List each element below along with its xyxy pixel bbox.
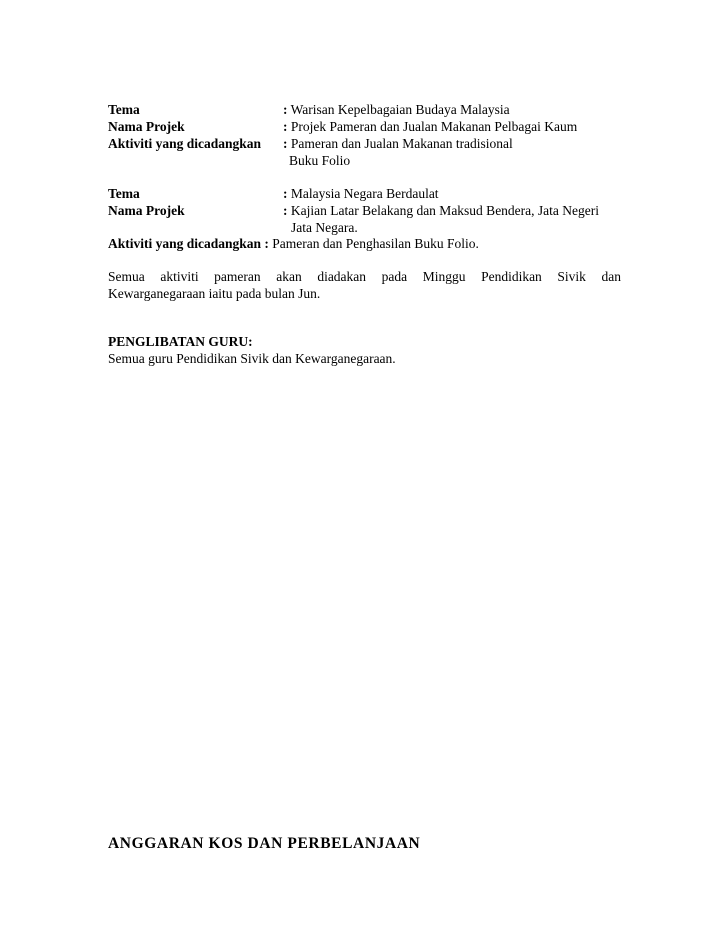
aktiviti-row-2 — [108, 235, 628, 252]
tema-label: Tema — [108, 102, 140, 117]
colon: : — [283, 203, 288, 218]
tema-value — [283, 101, 510, 118]
schedule-paragraph — [108, 268, 621, 302]
projek-value — [283, 118, 577, 135]
aktiviti-text: Pameran dan Jualan Makanan tradisional — [290, 136, 513, 151]
penglibatan-heading: PENGLIBATAN GURU: — [108, 334, 253, 349]
paragraph-line-2: Kewarganegaraan iaitu pada bulan Jun. — [108, 286, 321, 301]
colon: : — [283, 186, 288, 201]
tema-text: Warisan Kepelbagaian Budaya Malaysia — [290, 102, 510, 117]
tema-text: Malaysia Negara Berdaulat — [290, 186, 439, 201]
paragraph-line-1: Semua aktiviti pameran akan diadakan pada Minggu Pendidikan Sivik dan — [108, 269, 621, 284]
projek-label: Nama Projek — [108, 119, 185, 134]
aktiviti-text: Pameran dan Penghasilan Buku Folio. — [272, 236, 479, 251]
projek-label: Nama Projek — [108, 203, 185, 218]
projek-text: Kajian Latar Belakang dan Maksud Bendera, Jata Negeri — [290, 203, 600, 218]
projek-text: Projek Pameran dan Jualan Makanan Pelbagai Kaum — [290, 119, 578, 134]
colon: : — [283, 102, 288, 117]
penglibatan-text: Semua guru Pendidikan Sivik dan Kewarganegaraan. — [108, 351, 396, 366]
tema-label: Tema — [108, 186, 140, 201]
aktiviti-label: Aktiviti yang dicadangkan — [108, 136, 262, 151]
colon: : — [283, 119, 288, 134]
projek-continuation-2: Jata Negara. — [291, 220, 358, 235]
colon: : — [283, 136, 288, 151]
aktiviti-continuation-1: Buku Folio — [289, 153, 351, 168]
anggaran-heading: ANGGARAN KOS DAN PERBELANJAAN — [108, 835, 421, 852]
projek-value — [283, 202, 599, 219]
aktiviti-value — [283, 135, 513, 152]
tema-value — [283, 185, 439, 202]
aktiviti-label: Aktiviti yang dicadangkan : — [108, 236, 269, 251]
